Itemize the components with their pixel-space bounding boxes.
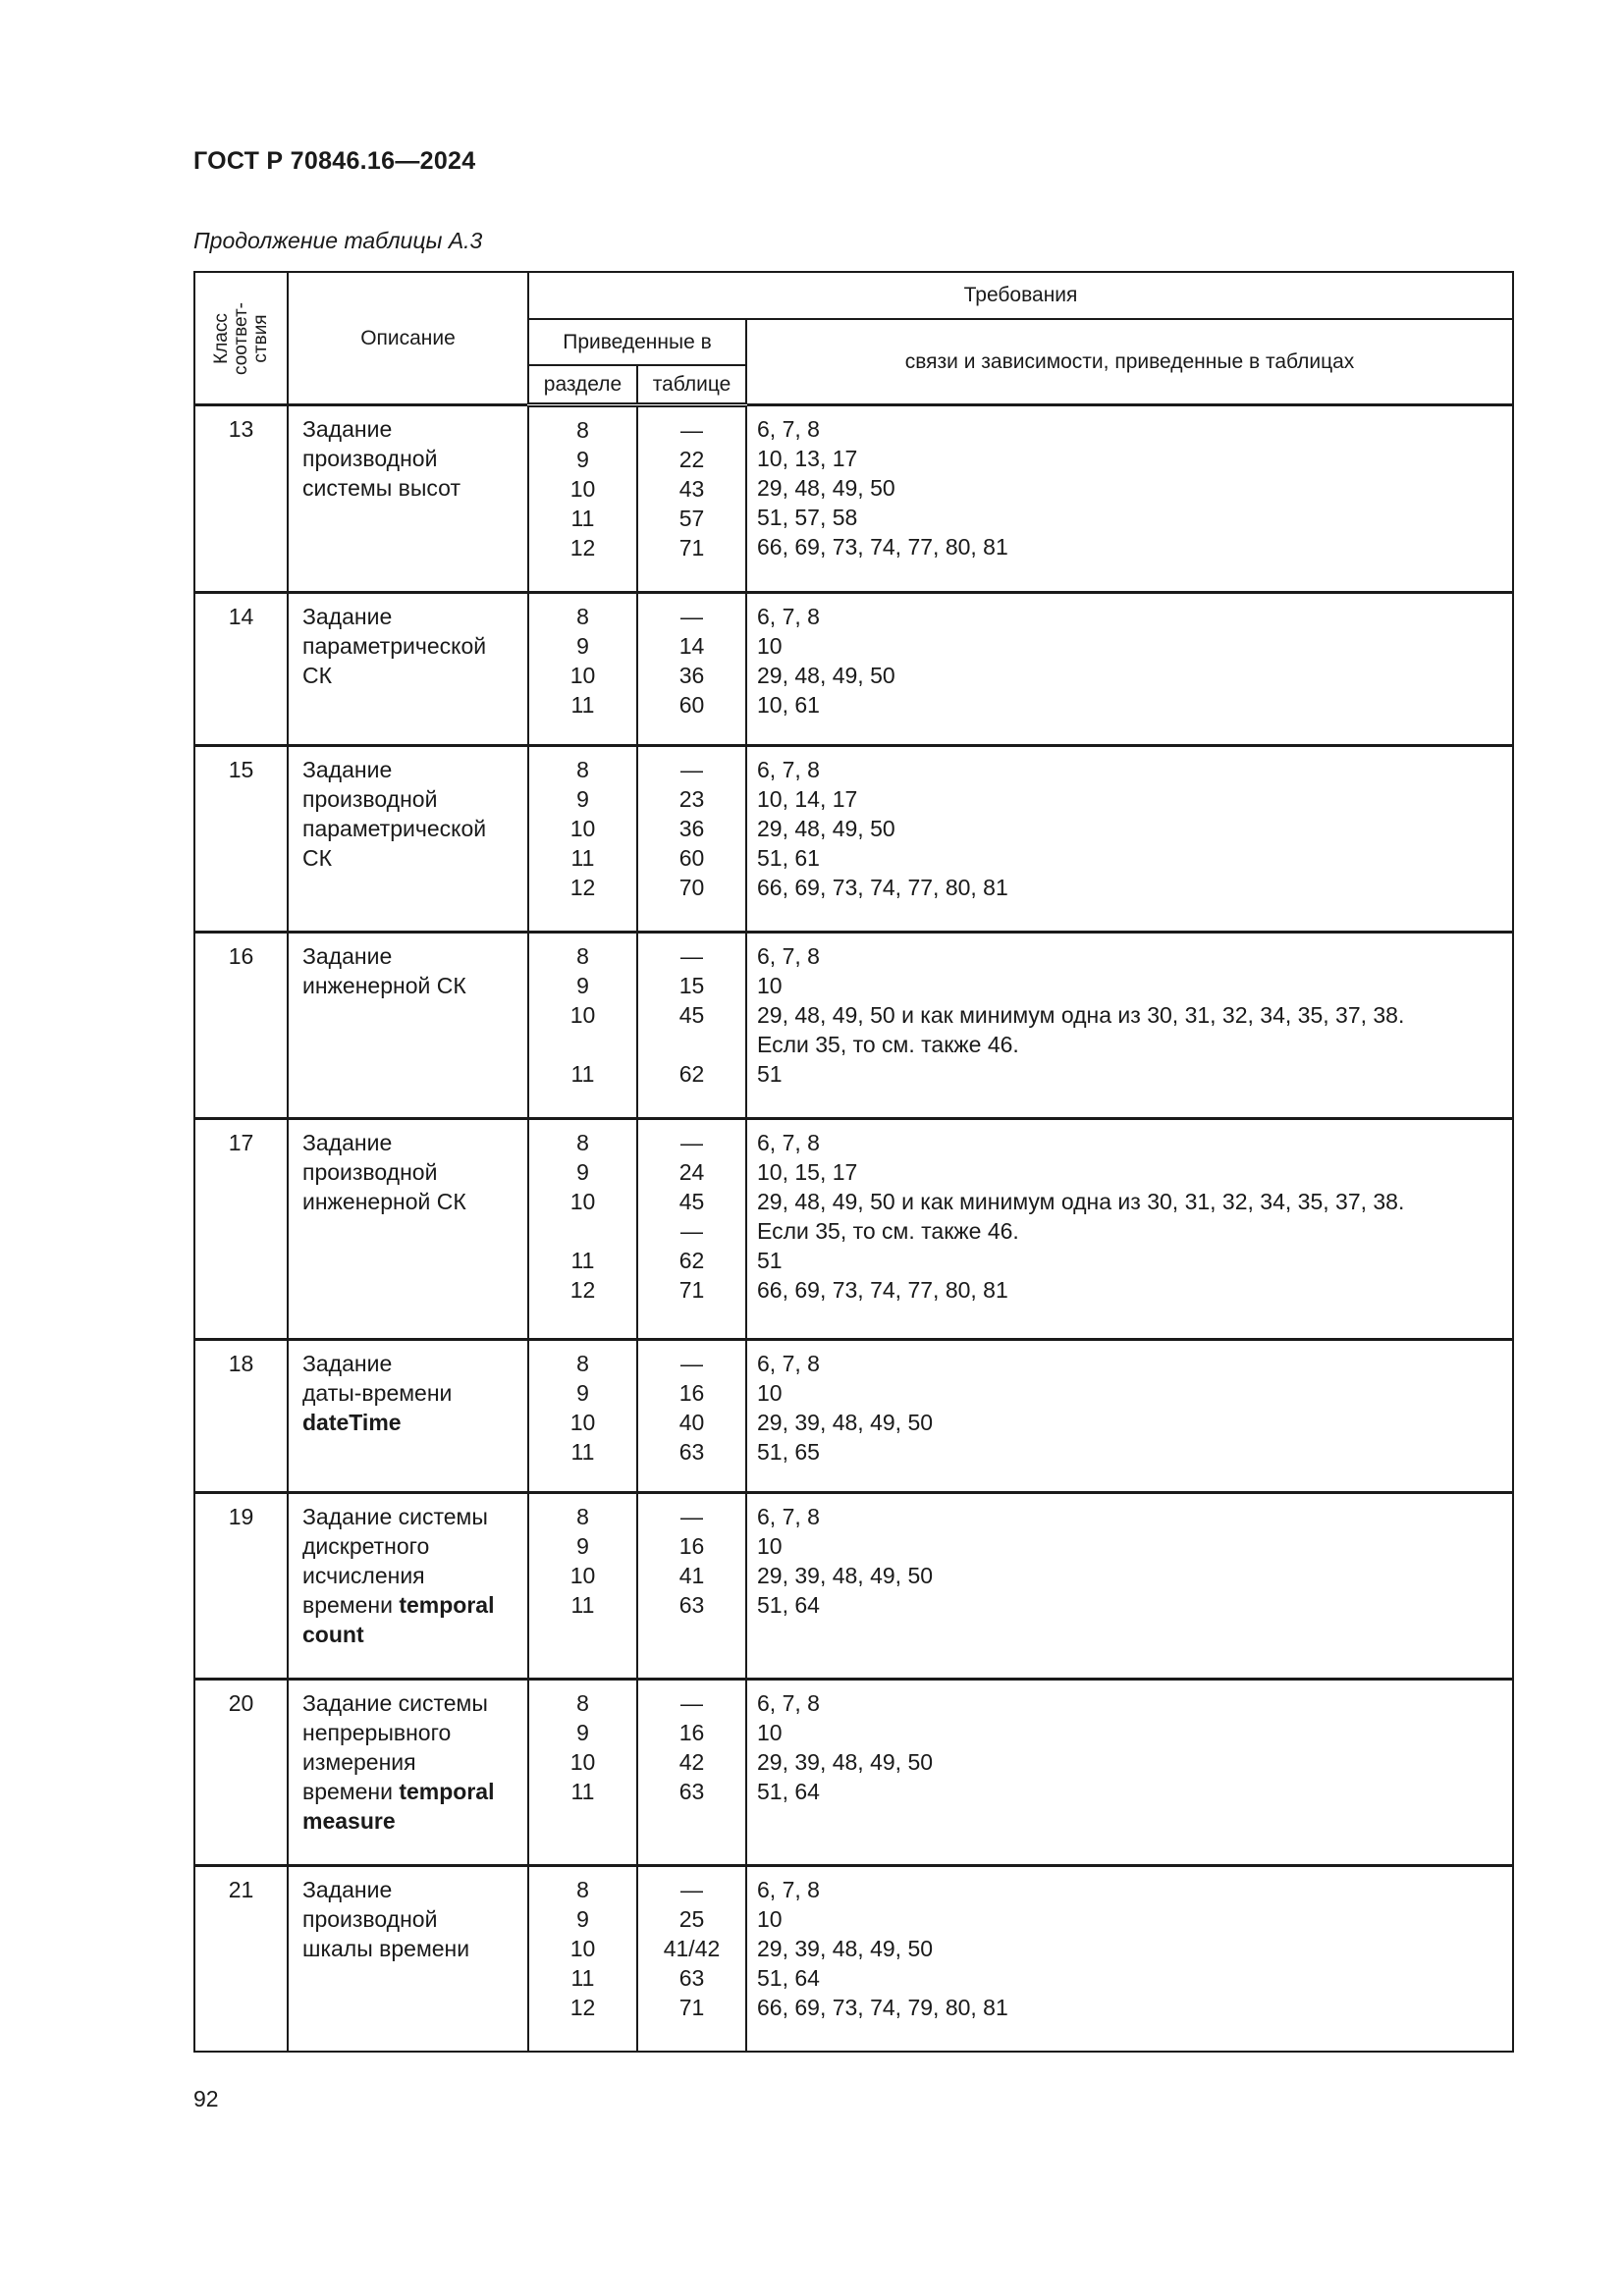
- header-requirements: Требования: [528, 272, 1513, 319]
- section-number: 8: [576, 1689, 589, 1716]
- section-number: 8: [576, 943, 589, 970]
- table-row: [194, 593, 1513, 746]
- description-line: [302, 1128, 517, 1157]
- section-number: 12: [569, 1994, 596, 2020]
- description-text: производной: [302, 1905, 438, 1932]
- description-text: исчисления: [302, 1562, 425, 1588]
- table-number: 24: [678, 1159, 705, 1186]
- relation-text: 6, 7, 8: [757, 1689, 820, 1716]
- description-text: Задание: [302, 1876, 393, 1902]
- description-cell: [288, 1865, 528, 2052]
- relations-values: [746, 405, 1513, 593]
- table-values: [637, 933, 746, 1119]
- relation-text: 10: [757, 1719, 783, 1745]
- table-number: 45: [678, 1189, 705, 1215]
- table-number: 25: [678, 1905, 705, 1932]
- table-number: 22: [678, 447, 705, 472]
- relation-text: 51, 61: [757, 845, 820, 872]
- description-cell: [288, 1339, 528, 1492]
- description-line: [302, 1718, 517, 1747]
- description-line: [302, 1502, 517, 1531]
- table-number: 71: [678, 535, 705, 561]
- relation-text: 29, 48, 49, 50: [757, 816, 895, 842]
- section-number: 10: [569, 663, 596, 689]
- section-number: 10: [569, 1935, 596, 1961]
- section-number: 8: [576, 757, 589, 783]
- header-table: таблице: [637, 365, 746, 405]
- section-values: [528, 746, 637, 933]
- description-text: Задание: [302, 1350, 393, 1376]
- section-number: 11: [570, 845, 595, 872]
- table-number: 16: [678, 1532, 705, 1559]
- relation-text: 10, 61: [757, 692, 820, 719]
- relations-values: [746, 1119, 1513, 1339]
- description-text: времени: [302, 1591, 400, 1618]
- class-number: 21: [194, 1865, 288, 2052]
- table-values: [637, 1679, 746, 1865]
- table-row: [194, 1679, 1513, 1865]
- table-number: 63: [678, 1964, 705, 1991]
- table-number: —: [680, 1130, 703, 1156]
- relation-text: 10: [757, 633, 783, 660]
- section-number: 11: [570, 1248, 595, 1274]
- table-values: [637, 1865, 746, 2052]
- section-values: [528, 405, 637, 593]
- table-number: 57: [678, 506, 705, 531]
- description-text: инженерной СК: [302, 1189, 466, 1215]
- description-line: [302, 1349, 517, 1378]
- section-number: 10: [569, 816, 596, 842]
- class-number: 18: [194, 1339, 288, 1492]
- relation-text: 29, 39, 48, 49, 50: [757, 1748, 934, 1775]
- table-number: 23: [678, 786, 705, 813]
- description-line: [302, 1157, 517, 1187]
- description-cell: [288, 1492, 528, 1679]
- table-values: [637, 1339, 746, 1492]
- relation-text: 29, 48, 49, 50 и как минимум одна из 30, 31, 32, 34, 35, 37, 38.: [757, 1189, 1405, 1215]
- relation-text: 29, 48, 49, 50: [757, 475, 895, 501]
- section-number: 8: [576, 604, 589, 630]
- section-number: 8: [576, 1876, 589, 1902]
- header-section: разделе: [528, 365, 637, 405]
- section-values: [528, 1339, 637, 1492]
- description-line: [302, 1187, 517, 1216]
- section-number: 11: [570, 1964, 595, 1991]
- relation-text: 29, 48, 49, 50: [757, 663, 895, 689]
- description-line: [302, 1531, 517, 1561]
- description-term: temporal: [399, 1591, 495, 1618]
- description-line: [302, 602, 517, 631]
- section-number: 11: [570, 506, 595, 531]
- description-line: [302, 1408, 517, 1437]
- description-line: [302, 1378, 517, 1408]
- class-number: 19: [194, 1492, 288, 1679]
- class-number: 16: [194, 933, 288, 1119]
- table-number: 60: [678, 692, 705, 719]
- relations-values: [746, 593, 1513, 746]
- section-number: 11: [570, 1061, 595, 1088]
- header-class-line: ствия: [249, 313, 271, 363]
- description-text: Задание: [302, 604, 393, 630]
- section-number: 10: [569, 476, 596, 502]
- description-line: [302, 1777, 517, 1806]
- description-text: параметрической: [302, 816, 487, 842]
- description-line: [302, 661, 517, 690]
- description-term: measure: [302, 1807, 396, 1834]
- relation-text: 6, 7, 8: [757, 757, 820, 783]
- relation-text: 29, 39, 48, 49, 50: [757, 1935, 934, 1961]
- relations-values: [746, 1679, 1513, 1865]
- section-number: 10: [569, 1409, 596, 1435]
- table-number: 71: [678, 1277, 705, 1304]
- table-number: 45: [678, 1002, 705, 1029]
- relation-text: 10, 14, 17: [757, 786, 858, 813]
- description-line: [302, 1747, 517, 1777]
- table-header: [194, 272, 1513, 405]
- relation-text: 6, 7, 8: [757, 943, 820, 970]
- table-number: 36: [678, 816, 705, 842]
- table-row: [194, 1339, 1513, 1492]
- section-number: 11: [570, 692, 595, 719]
- relations-values: [746, 1339, 1513, 1492]
- relation-text: 66, 69, 73, 74, 77, 80, 81: [757, 875, 1008, 901]
- table-number: 71: [678, 1994, 705, 2020]
- relation-text: 6, 7, 8: [757, 604, 820, 630]
- table-number: 36: [678, 663, 705, 689]
- section-number: 11: [570, 1778, 595, 1804]
- relation-text: 10, 13, 17: [757, 446, 858, 471]
- description-line: [302, 473, 517, 503]
- relation-text: Если 35, то см. также 46.: [757, 1032, 1019, 1058]
- document-code: ГОСТ Р 70846.16—2024: [193, 147, 476, 175]
- relation-text: 10: [757, 973, 783, 999]
- class-number: 17: [194, 1119, 288, 1339]
- table-number: —: [680, 1218, 703, 1245]
- relation-text: 51, 64: [757, 1778, 820, 1804]
- relation-text: 6, 7, 8: [757, 1130, 820, 1156]
- relation-text: 6, 7, 8: [757, 416, 820, 442]
- header-given-in: Приведенные в: [528, 319, 746, 365]
- header-relations: связи и зависимости, приведенные в таблицах: [746, 319, 1513, 405]
- table-number: 62: [678, 1061, 705, 1088]
- section-number: 10: [569, 1562, 596, 1588]
- description-line: [302, 1875, 517, 1904]
- description-text: производной: [302, 1159, 438, 1186]
- description-cell: [288, 1119, 528, 1339]
- section-number: [531, 1030, 634, 1059]
- table-number: 60: [678, 845, 705, 872]
- description-text: инженерной СК: [302, 973, 466, 999]
- section-values: [528, 1492, 637, 1679]
- relation-text: 10: [757, 1532, 783, 1559]
- table-number: [640, 1030, 743, 1059]
- description-text: производной: [302, 446, 438, 471]
- description-line: [302, 1561, 517, 1590]
- section-number: 9: [576, 786, 589, 813]
- relation-text: 10: [757, 1379, 783, 1406]
- relation-text: 6, 7, 8: [757, 1350, 820, 1376]
- relations-values: [746, 933, 1513, 1119]
- relation-text: 29, 39, 48, 49, 50: [757, 1409, 934, 1435]
- section-number: 9: [576, 1719, 589, 1745]
- description-text: времени: [302, 1778, 400, 1804]
- relation-text: 6, 7, 8: [757, 1503, 820, 1529]
- relation-text: 51, 64: [757, 1591, 820, 1618]
- description-cell: [288, 933, 528, 1119]
- table-values: [637, 746, 746, 933]
- section-number: 8: [576, 1130, 589, 1156]
- description-text: системы высот: [302, 475, 460, 501]
- description-text: дискретного: [302, 1532, 430, 1559]
- description-line: [302, 1934, 517, 1963]
- description-text: Задание: [302, 943, 393, 970]
- relation-text: 66, 69, 73, 74, 77, 80, 81: [757, 1277, 1008, 1304]
- section-number: 8: [576, 1350, 589, 1376]
- table-values: [637, 1492, 746, 1679]
- relations-values: [746, 1865, 1513, 2052]
- description-line: [302, 1590, 517, 1620]
- table-number: 41/42: [663, 1935, 721, 1961]
- description-term: temporal: [399, 1778, 495, 1804]
- table-number: 63: [678, 1778, 705, 1804]
- description-text: даты-времени: [302, 1379, 453, 1406]
- table-number: 16: [678, 1379, 705, 1406]
- relation-text: 66, 69, 73, 74, 79, 80, 81: [757, 1994, 1008, 2020]
- table-number: —: [680, 604, 703, 630]
- table-number: —: [680, 417, 703, 443]
- relation-text: 51, 57, 58: [757, 505, 858, 530]
- description-line: [302, 755, 517, 784]
- section-number: 9: [576, 1905, 589, 1932]
- section-number: 12: [569, 875, 596, 901]
- class-number: 15: [194, 746, 288, 933]
- description-line: [302, 1688, 517, 1718]
- relation-text: Если 35, то см. также 46.: [757, 1218, 1019, 1245]
- section-number: 10: [569, 1002, 596, 1029]
- table-number: 40: [678, 1409, 705, 1435]
- table-number: 70: [678, 875, 705, 901]
- table-number: 63: [678, 1591, 705, 1618]
- section-number: 10: [569, 1748, 596, 1775]
- relation-text: 66, 69, 73, 74, 77, 80, 81: [757, 534, 1008, 560]
- section-values: [528, 1865, 637, 2052]
- description-line: [302, 414, 517, 444]
- table-number: 43: [678, 476, 705, 502]
- section-values: [528, 933, 637, 1119]
- section-number: 8: [576, 417, 589, 443]
- description-cell: [288, 1679, 528, 1865]
- table-row: [194, 1492, 1513, 1679]
- description-text: Задание системы: [302, 1689, 488, 1716]
- class-number: 20: [194, 1679, 288, 1865]
- description-line: [302, 631, 517, 661]
- table-number: 41: [678, 1562, 705, 1588]
- relation-text: 10: [757, 1905, 783, 1932]
- section-number: 9: [576, 447, 589, 472]
- table-number: —: [680, 1689, 703, 1716]
- section-number: 9: [576, 1532, 589, 1559]
- header-class-line: Класс: [210, 312, 232, 364]
- header-description: Описание: [288, 272, 528, 405]
- table-row: [194, 1865, 1513, 2052]
- table-number: 63: [678, 1438, 705, 1465]
- description-text: СК: [302, 845, 333, 872]
- table-number: —: [680, 1350, 703, 1376]
- section-number: 8: [576, 1503, 589, 1529]
- section-number: 9: [576, 633, 589, 660]
- relations-values: [746, 746, 1513, 933]
- table-row: [194, 933, 1513, 1119]
- class-number: 13: [194, 405, 288, 593]
- description-text: Задание: [302, 1130, 393, 1156]
- section-values: [528, 1679, 637, 1865]
- description-text: измерения: [302, 1748, 416, 1775]
- description-line: [302, 784, 517, 814]
- table-values: [637, 405, 746, 593]
- section-number: 10: [569, 1189, 596, 1215]
- table-values: [637, 1119, 746, 1339]
- table-number: —: [680, 1876, 703, 1902]
- description-line: [302, 1620, 517, 1649]
- table-number: —: [680, 757, 703, 783]
- section-number: 12: [569, 1277, 596, 1304]
- table-row: [194, 1119, 1513, 1339]
- description-line: [302, 444, 517, 473]
- relation-text: 6, 7, 8: [757, 1876, 820, 1902]
- section-values: [528, 1119, 637, 1339]
- description-text: СК: [302, 663, 333, 689]
- requirements-table: [193, 271, 1512, 2053]
- description-text: Задание: [302, 757, 393, 783]
- section-number: [531, 1216, 634, 1246]
- table-number: —: [680, 943, 703, 970]
- description-term: dateTime: [302, 1409, 402, 1435]
- relation-text: 51, 64: [757, 1964, 820, 1991]
- section-number: 9: [576, 973, 589, 999]
- table-number: —: [680, 1503, 703, 1529]
- table-number: 14: [678, 633, 705, 660]
- section-number: 9: [576, 1159, 589, 1186]
- description-text: Задание системы: [302, 1503, 488, 1529]
- description-cell: [288, 593, 528, 746]
- description-term: count: [302, 1621, 364, 1647]
- relations-values: [746, 1492, 1513, 1679]
- relation-text: 10, 15, 17: [757, 1159, 858, 1186]
- class-number: 14: [194, 593, 288, 746]
- table-row: [194, 405, 1513, 593]
- relation-text: 29, 39, 48, 49, 50: [757, 1562, 934, 1588]
- description-text: непрерывного: [302, 1719, 452, 1745]
- table-number: 16: [678, 1719, 705, 1745]
- section-number: 12: [569, 535, 596, 561]
- description-line: [302, 814, 517, 843]
- relation-text: 51: [757, 1061, 783, 1088]
- description-text: шкалы времени: [302, 1935, 470, 1961]
- header-class-line: соответ-: [230, 301, 251, 375]
- page-number: 92: [193, 2086, 219, 2111]
- table-values: [637, 593, 746, 746]
- description-line: [302, 971, 517, 1000]
- table-number: 42: [678, 1748, 705, 1775]
- section-number: 9: [576, 1379, 589, 1406]
- description-line: [302, 941, 517, 971]
- description-text: Задание: [302, 416, 393, 442]
- relation-text: 51: [757, 1248, 783, 1274]
- description-text: производной: [302, 786, 438, 813]
- section-number: 11: [570, 1591, 595, 1618]
- relation-text: 29, 48, 49, 50 и как минимум одна из 30, 31, 32, 34, 35, 37, 38.: [757, 1002, 1405, 1029]
- description-cell: [288, 746, 528, 933]
- description-line: [302, 1806, 517, 1836]
- description-line: [302, 1904, 517, 1934]
- table-number: 62: [678, 1248, 705, 1274]
- section-number: 11: [570, 1438, 595, 1465]
- description-text: параметрической: [302, 633, 487, 660]
- header-class: [194, 272, 288, 405]
- section-values: [528, 593, 637, 746]
- table-row: [194, 746, 1513, 933]
- description-cell: [288, 405, 528, 593]
- relation-text: 51, 65: [757, 1438, 820, 1465]
- table-caption: Продолжение таблицы А.3: [193, 228, 483, 253]
- description-line: [302, 843, 517, 873]
- table-body: [194, 405, 1513, 2053]
- table-number: 15: [678, 973, 705, 999]
